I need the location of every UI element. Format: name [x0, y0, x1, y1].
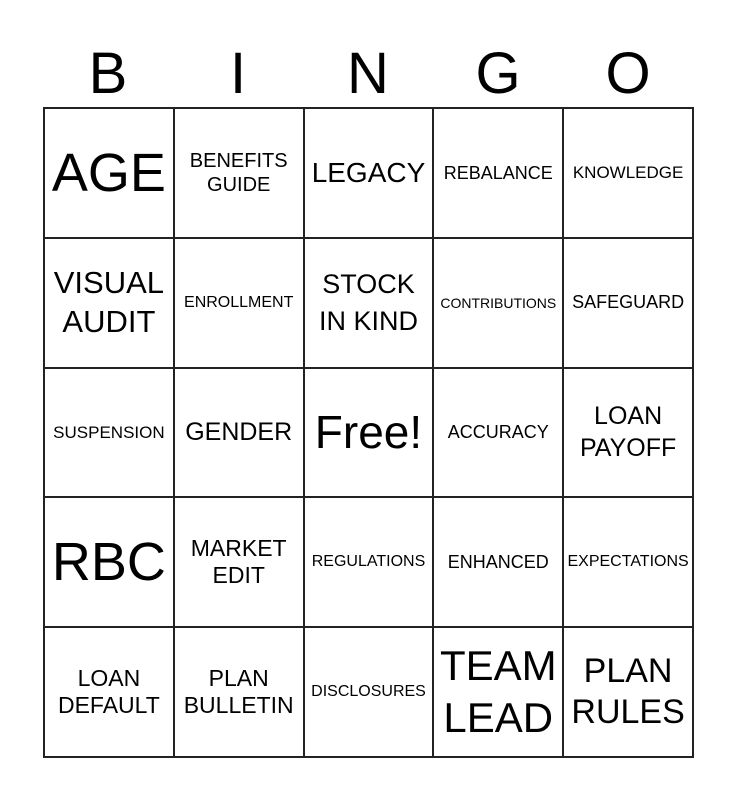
cell-label: TEAM LEAD	[439, 641, 557, 742]
bingo-cell-r1-c1[interactable]	[44, 108, 174, 238]
cell-label: REGULATIONS	[311, 553, 426, 571]
bingo-cell-r2-c5[interactable]	[563, 238, 693, 368]
cell-label: REBALANCE	[443, 162, 553, 183]
cell-label: BENEFITS GUIDE	[189, 149, 288, 196]
bingo-cell-r1-c4[interactable]	[433, 108, 563, 238]
bingo-cell-r5-c3[interactable]	[304, 627, 434, 757]
cell-label: VISUAL AUDIT	[53, 264, 165, 339]
bingo-card-grid	[43, 107, 694, 758]
bingo-cell-r1-c2[interactable]	[174, 108, 304, 238]
bingo-cell-r2-c3[interactable]	[304, 238, 434, 368]
cell-label: LEGACY	[311, 156, 426, 188]
header-letter-b: B	[88, 41, 128, 106]
bingo-cell-r3-c5[interactable]	[563, 368, 693, 498]
cell-label: MARKET EDIT	[190, 534, 287, 589]
cell-label: ACCURACY	[447, 422, 549, 443]
bingo-header	[43, 40, 693, 108]
bingo-cell-r5-c1[interactable]	[44, 627, 174, 757]
header-letter-n: N	[347, 41, 389, 106]
bingo-cell-r1-c3[interactable]	[304, 108, 434, 238]
bingo-cell-r3-c2[interactable]	[174, 368, 304, 498]
bingo-cell-r4-c2[interactable]	[174, 497, 304, 627]
cell-label: RBC	[51, 531, 166, 592]
bingo-cell-r4-c5[interactable]	[563, 497, 693, 627]
cell-label: PLAN RULES	[571, 652, 685, 732]
bingo-cell-r5-c2[interactable]	[174, 627, 304, 757]
bingo-cell-r4-c1[interactable]	[44, 497, 174, 627]
cell-label: LOAN DEFAULT	[57, 664, 160, 719]
bingo-cell-r3-c1[interactable]	[44, 368, 174, 498]
cell-label: LOAN PAYOFF	[579, 401, 677, 463]
bingo-cell-r5-c4[interactable]	[433, 627, 563, 757]
cell-label: ENHANCED	[447, 551, 549, 572]
cell-label: PLAN BULLETIN	[183, 664, 294, 719]
cell-label: STOCK IN KIND	[318, 269, 418, 336]
cell-label: CONTRIBUTIONS	[440, 294, 557, 311]
cell-label: SUSPENSION	[53, 422, 165, 442]
bingo-cell-r2-c4[interactable]	[433, 238, 563, 368]
cell-label: GENDER	[185, 418, 293, 447]
cell-label: KNOWLEDGE	[572, 163, 684, 183]
cell-label: AGE	[51, 142, 166, 203]
bingo-cell-r3-c3[interactable]	[304, 368, 434, 498]
bingo-cell-r4-c4[interactable]	[433, 497, 563, 627]
header-letter-i: I	[229, 41, 247, 106]
header-letter-o: O	[605, 41, 651, 106]
header-letter-g: G	[475, 41, 521, 106]
cell-label: SAFEGUARD	[572, 292, 685, 313]
free-space-label: Free!	[314, 406, 423, 459]
cell-label: ENROLLMENT	[184, 293, 294, 311]
cell-label: DISCLOSURES	[311, 682, 426, 700]
bingo-cell-r5-c5[interactable]	[563, 627, 693, 757]
bingo-cell-r4-c3[interactable]	[304, 497, 434, 627]
bingo-cell-r3-c4[interactable]	[433, 368, 563, 498]
bingo-cell-r2-c1[interactable]	[44, 238, 174, 368]
bingo-cell-r2-c2[interactable]	[174, 238, 304, 368]
cell-label: EXPECTATIONS	[567, 553, 689, 571]
bingo-cell-r1-c5[interactable]	[563, 108, 693, 238]
